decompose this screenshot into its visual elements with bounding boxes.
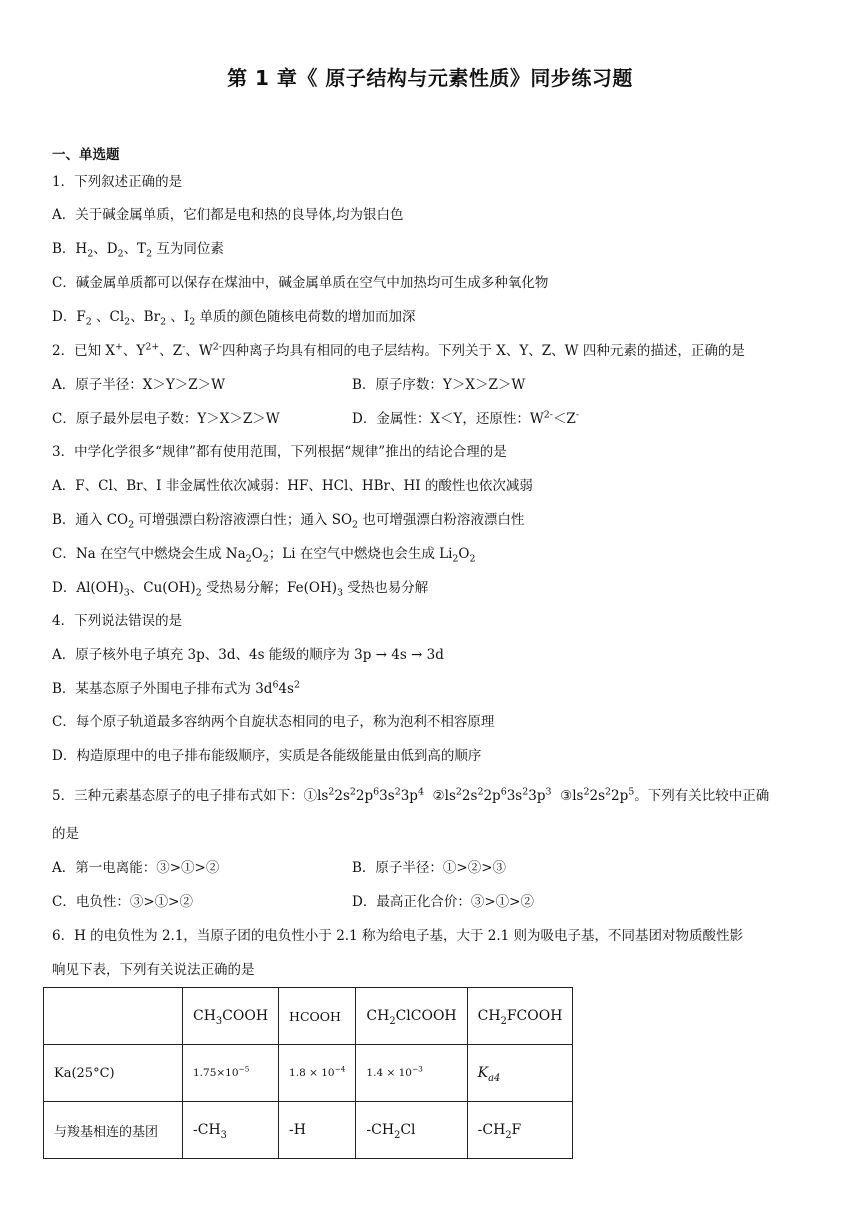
q1-option-b: B．$H_2$、$D_2$、$T_2$ 互为同位素	[52, 241, 224, 260]
table-header-cell: $CH_2ClCOOH$	[356, 988, 467, 1045]
table-cell-empty	[44, 988, 183, 1045]
q1-option-a: A．关于碱金属单质，它们都是电和热的良导体,均为银白色	[52, 207, 404, 223]
table-header-cell: $CH_3COOH$	[183, 988, 279, 1045]
q3-stem: 3．中学化学很多“规律”都有使用范围，下列根据“规律”推出的结论合理的是	[52, 444, 507, 460]
q4-option-a: A．原子核外电子填充 3p、3d、4s 能级的顺序为 3p → 4s → 3d	[52, 647, 444, 663]
table-header-row	[44, 988, 573, 1045]
q5-option-c: C．电负性：③>①>②	[52, 894, 193, 910]
q5-stem-tail: 的是	[52, 826, 79, 842]
acidity-table	[43, 987, 573, 1159]
q5-stem: 5．三种元素基态原子的电子排布式如下：$①ls^22s^22p^63s^23p^4$ $②ls^22s^22p^63s^23p^3$ $③ls^22s^22p^5$。下列有关比较中正确	[52, 786, 770, 804]
section-heading: 一、单选题	[52, 147, 120, 163]
q2-option-b: B．原子序数：Y＞X＞Z＞W	[352, 377, 526, 393]
table-row	[44, 1045, 573, 1102]
table-cell: $-CH_2F$	[467, 1102, 573, 1159]
page-title: 第 1 章《 原子结构与元素性质》同步练习题	[227, 66, 633, 90]
q4-option-b: B．某基态原子外围电子排布式为 $3d^64s^2$	[52, 679, 301, 697]
q5-config-2: $②ls^22s^22p^63s^23p^3$	[432, 786, 552, 804]
q4-option-c: C．每个原子轨道最多容纳两个自旋状态相同的电子，称为泡利不相容原理	[52, 714, 495, 730]
q4-stem: 4．下列说法错误的是	[52, 613, 183, 629]
table-row	[44, 1102, 573, 1159]
table-row-label: Ka(25°C)	[44, 1045, 183, 1102]
table-cell: $-CH_2Cl$	[356, 1102, 467, 1159]
q2-option-a: A．原子半径：X＞Y＞Z＞W	[52, 377, 226, 393]
q2-option-d: D．金属性：X＜Y，还原性：$W^{2-}<Z^-$	[352, 409, 580, 427]
q3-option-c: C．Na 在空气中燃烧会生成 $Na_2O_2$；Li 在空气中燃烧也会生成 $Li_2O_2$	[52, 546, 476, 565]
q1-stem: 1．下列叙述正确的是	[52, 174, 183, 190]
q5-option-a: A．第一电离能：③>①>②	[52, 860, 220, 876]
q3-option-d: D．$Al(OH)_3$、$Cu(OH)_2$ 受热易分解；$Fe(OH)_3$ 受热也易分解	[52, 580, 429, 599]
q1-option-d: D．$F_2$ 、$Cl_2$、$Br_2$ 、$I_2$ 单质的颜色随核电荷数的增加而加深	[52, 309, 416, 328]
q3-option-a: A．F、Cl、Br、I 非金属性依次减弱：HF、HCl、HBr、HI 的酸性也依次减弱	[52, 478, 533, 494]
table-header-cell: HCOOH	[279, 988, 356, 1045]
q5-option-b: B．原子半径：①>②>③	[352, 860, 507, 876]
table-cell: $1.4 \times 10^{-3}$	[356, 1045, 467, 1102]
table-row-label: 与羧基相连的基团	[44, 1102, 183, 1159]
table-cell: -H	[279, 1102, 356, 1159]
q1-option-c: C．碱金属单质都可以保存在煤油中，碱金属单质在空气中加热均可生成多种氧化物	[52, 275, 549, 291]
table-cell: $K_{a4}$	[467, 1045, 573, 1102]
q2-stem: 2．已知 X+、$Y^{2+}$、Z-、$W^{2-}$四种离子均具有相同的电子层结构。下列关于 X、Y、Z、W 四种元素的描述，正确的是	[52, 341, 745, 359]
q3-option-b: B．通入 $CO_2$ 可增强漂白粉溶液漂白性；通入 $SO_2$ 也可增强漂白粉溶液漂白性	[52, 512, 525, 531]
table-header-cell: $CH_2FCOOH$	[467, 988, 573, 1045]
table-cell: $1.8 \times 10^{-4}$	[279, 1045, 356, 1102]
q2-option-c: C．原子最外层电子数：Y＞X＞Z＞W	[52, 411, 280, 427]
q6-stem-line2: 响见下表，下列有关说法正确的是	[52, 962, 255, 978]
q5-config-3: $③ls^22s^22p^5$	[560, 786, 635, 804]
table-cell: $1.75\times 10^{-5}$	[183, 1045, 279, 1102]
q5-config-1: $①ls^22s^22p^63s^23p^4$	[303, 786, 424, 804]
q4-option-d: D．构造原理中的电子排布能级顺序，实质是各能级能量由低到高的顺序	[52, 748, 482, 764]
q6-stem-line1: 6．H 的电负性为 2.1，当原子团的电负性小于 2.1 称为给电子基，大于 2.1 则为吸电子基，不同基团对物质酸性影	[52, 928, 744, 944]
q5-option-d: D．最高正化合价：③>①>②	[352, 894, 534, 910]
table-cell: $-CH_3$	[183, 1102, 279, 1159]
